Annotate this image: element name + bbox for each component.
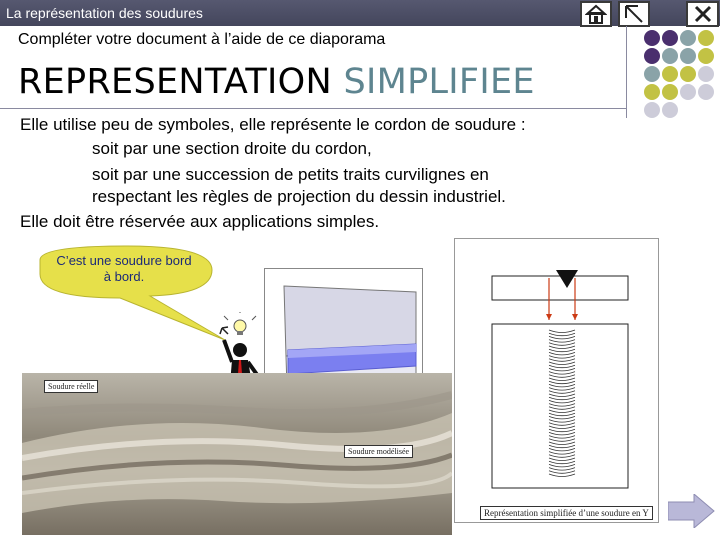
body-line-1: Elle utilise peu de symboles, elle représente le cordon de soudure : [20, 115, 526, 134]
heading-representation: REPRESENTATION [18, 62, 333, 102]
dot [698, 30, 714, 46]
heading-rule [0, 108, 626, 109]
label-modeled-weld: Soudure modélisée [344, 445, 413, 458]
dot [680, 66, 696, 82]
home-icon [585, 4, 607, 24]
bubble-text [44, 253, 204, 285]
dot [644, 30, 660, 46]
body-line-4: respectant les règles de projection du dessin industriel. [92, 187, 506, 206]
slide-heading [18, 62, 535, 102]
dot [662, 66, 678, 82]
window-title: La représentation des soudures [6, 5, 203, 21]
dot [680, 84, 696, 100]
back-button[interactable] [618, 1, 650, 27]
dot [644, 102, 660, 118]
dot [662, 30, 678, 46]
bubble-line-2: à bord. [103, 269, 145, 284]
dot [680, 30, 696, 46]
header-divider [626, 26, 627, 118]
bubble-line-1: C’est une soudure bord [56, 253, 192, 268]
close-button[interactable] [686, 1, 719, 27]
home-button[interactable] [580, 1, 612, 27]
next-arrow-button[interactable] [668, 494, 716, 528]
lightbulb-icon [234, 320, 246, 332]
label-real-weld: Soudure réelle [44, 380, 98, 393]
body-line-3: soit par une succession de petits traits curvilignes en [92, 165, 489, 184]
dot [662, 102, 678, 118]
title-bar [0, 0, 720, 26]
label-simplified: Représentation simplifiée d’une soudure en Y [480, 506, 653, 520]
dot [698, 84, 714, 100]
close-icon [693, 4, 713, 24]
dot [644, 48, 660, 64]
back-arrow-icon [623, 4, 645, 24]
technical-drawing [454, 238, 660, 524]
dot [698, 66, 714, 82]
next-arrow-icon [668, 494, 714, 528]
dot [644, 84, 660, 100]
body-line-5: Elle doit être réservée aux applications simples. [20, 212, 380, 231]
dot [662, 48, 678, 64]
dot [698, 48, 714, 64]
slide-subtitle: Compléter votre document à l’aide de ce diaporama [18, 31, 386, 48]
body-line-2: soit par une section droite du cordon, [92, 139, 372, 158]
heading-simplifiee: SIMPLIFIEE [343, 62, 535, 102]
dot [680, 48, 696, 64]
dot [644, 66, 660, 82]
dot [662, 84, 678, 100]
front-view [492, 276, 628, 300]
